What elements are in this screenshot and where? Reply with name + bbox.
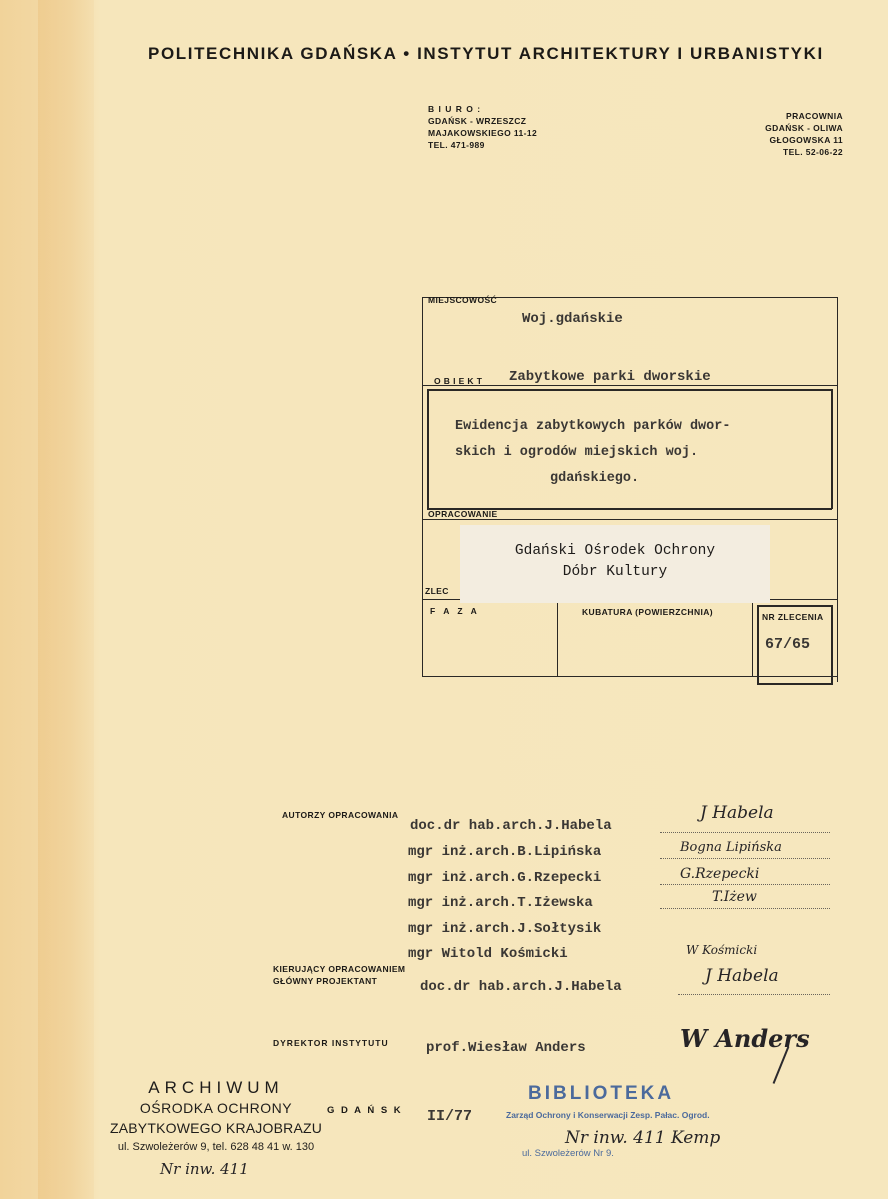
signature-line — [660, 832, 830, 833]
lead-signature: J Habela — [705, 966, 779, 986]
zlec-label: ZLEC — [425, 586, 449, 596]
author-name: mgr inż.arch.B.Lipińska — [408, 844, 602, 860]
archiwum-line: ul. Szwoleżerów 9, tel. 628 48 41 w. 130 — [117, 1141, 315, 1153]
nr-box-bottom — [757, 683, 833, 685]
form-bottom-border — [422, 676, 838, 677]
biuro-address — [428, 103, 537, 151]
kubatura-label: KUBATURA (POWIERZCHNIA) — [582, 607, 714, 617]
obiekt-value: Zabytkowe parki dworskie — [509, 369, 711, 385]
lead-label-1: KIERUJĄCY OPRACOWANIEM — [273, 964, 406, 974]
archiwum-stamp — [96, 1078, 336, 1156]
obiekt-label: O B I E K T — [434, 376, 483, 386]
form-right-border — [837, 297, 838, 682]
opracowanie-sticker — [460, 525, 770, 603]
biuro-line: B I U R O : — [428, 104, 482, 114]
date-code: II/77 — [427, 1108, 473, 1125]
archiwum-line: ZABYTKOWEGO KRAJOBRAZU — [109, 1120, 323, 1136]
biblioteka-address: ul. Szwoleżerów Nr 9. — [522, 1148, 614, 1159]
nr-box-top — [757, 605, 833, 607]
biuro-line: GDAŃSK - WRZESZCZ — [428, 116, 527, 126]
pracownia-line: PRACOWNIA — [786, 111, 843, 121]
signature-line — [660, 908, 830, 909]
director-label: DYREKTOR INSTYTUTU — [273, 1038, 389, 1048]
desc-box-left — [427, 389, 429, 509]
kubatura-divider — [752, 599, 753, 677]
miejscowosc-value: Woj.gdańskie — [522, 311, 623, 327]
nr-zlecenia-label: NR ZLECENIA — [762, 612, 824, 622]
archiwum-note: Nr inw. 411 — [160, 1160, 249, 1178]
director-signature: W Anders — [680, 1024, 810, 1053]
description-line: skich i ogrodów miejskich woj. — [455, 445, 699, 460]
author-name: mgr inż.arch.T.Iżewska — [408, 895, 593, 911]
author-name: mgr inż.arch.G.Rzepecki — [408, 870, 602, 886]
desc-box-top — [427, 389, 832, 391]
signature-line — [660, 858, 830, 859]
description-text — [455, 414, 730, 492]
signature-line — [660, 884, 830, 885]
lead-signature-line — [678, 994, 830, 995]
institution-header: POLITECHNIKA GDAŃSKA • INSTYTUT ARCHITEKTURY I URBANISTYKI — [148, 44, 824, 63]
opracowanie-line: Gdański Ośrodek Ochrony — [514, 543, 716, 559]
faza-label: F A Z A — [430, 606, 480, 616]
archiwum-line: OŚRODKA OCHRONY — [139, 1100, 293, 1116]
signature: J Habela — [700, 803, 774, 823]
opracowanie-line: Dóbr Kultury — [562, 564, 668, 580]
lead-label-2: GŁÓWNY PROJEKTANT — [273, 976, 378, 986]
signature: G.Rzepecki — [680, 866, 760, 882]
biblioteka-line: Zarząd Ochrony i Konserwacji Zesp. Pałac. Ogrod. — [506, 1110, 710, 1120]
pracownia-address — [757, 110, 843, 158]
biuro-line: MAJAKOWSKIEGO 11-12 — [428, 128, 538, 138]
opracowanie-label: OPRACOWANIE — [428, 509, 498, 519]
nr-box-right — [831, 605, 833, 685]
form-left-border — [422, 297, 423, 677]
authors-label: AUTORZY OPRACOWANIA — [282, 810, 399, 820]
signature: W Kośmicki — [686, 943, 758, 957]
biblioteka-title: BIBLIOTEKA — [528, 1083, 675, 1104]
nr-zlecenia-value: 67/65 — [765, 636, 811, 653]
pracownia-line: GŁOGOWSKA 11 — [769, 135, 843, 145]
obiekt-underline — [422, 385, 838, 386]
binding-edge — [38, 0, 94, 1199]
biblioteka-note: Nr inw. 411 Kemp — [565, 1128, 721, 1148]
author-name: doc.dr hab.arch.J.Habela — [410, 818, 612, 834]
author-name: mgr Witold Kośmicki — [408, 946, 568, 962]
city-label: G D A Ń S K — [327, 1105, 403, 1116]
biuro-line: TEL. 471-989 — [428, 140, 485, 150]
opracowanie-line — [422, 519, 838, 520]
nr-box-left — [757, 605, 759, 685]
desc-box-right — [831, 389, 833, 509]
pracownia-line: GDAŃSK - OLIWA — [765, 123, 843, 133]
author-name: mgr inż.arch.J.Sołtysik — [408, 921, 602, 937]
signature: Bogna Lipińska — [680, 840, 782, 855]
faza-divider — [557, 599, 558, 677]
director-name: prof.Wiesław Anders — [426, 1040, 586, 1056]
opracowanie-value — [460, 541, 770, 583]
miejscowosc-label: MIEJSCOWOŚĆ — [428, 295, 498, 305]
archiwum-title: ARCHIWUM — [148, 1078, 284, 1097]
description-line: gdańskiego. — [550, 471, 640, 486]
lead-name: doc.dr hab.arch.J.Habela — [420, 979, 622, 995]
pracownia-line: TEL. 52-06-22 — [782, 147, 843, 157]
signature: T.Iżew — [712, 889, 757, 905]
description-line: Ewidencja zabytkowych parków dwor- — [455, 419, 731, 434]
